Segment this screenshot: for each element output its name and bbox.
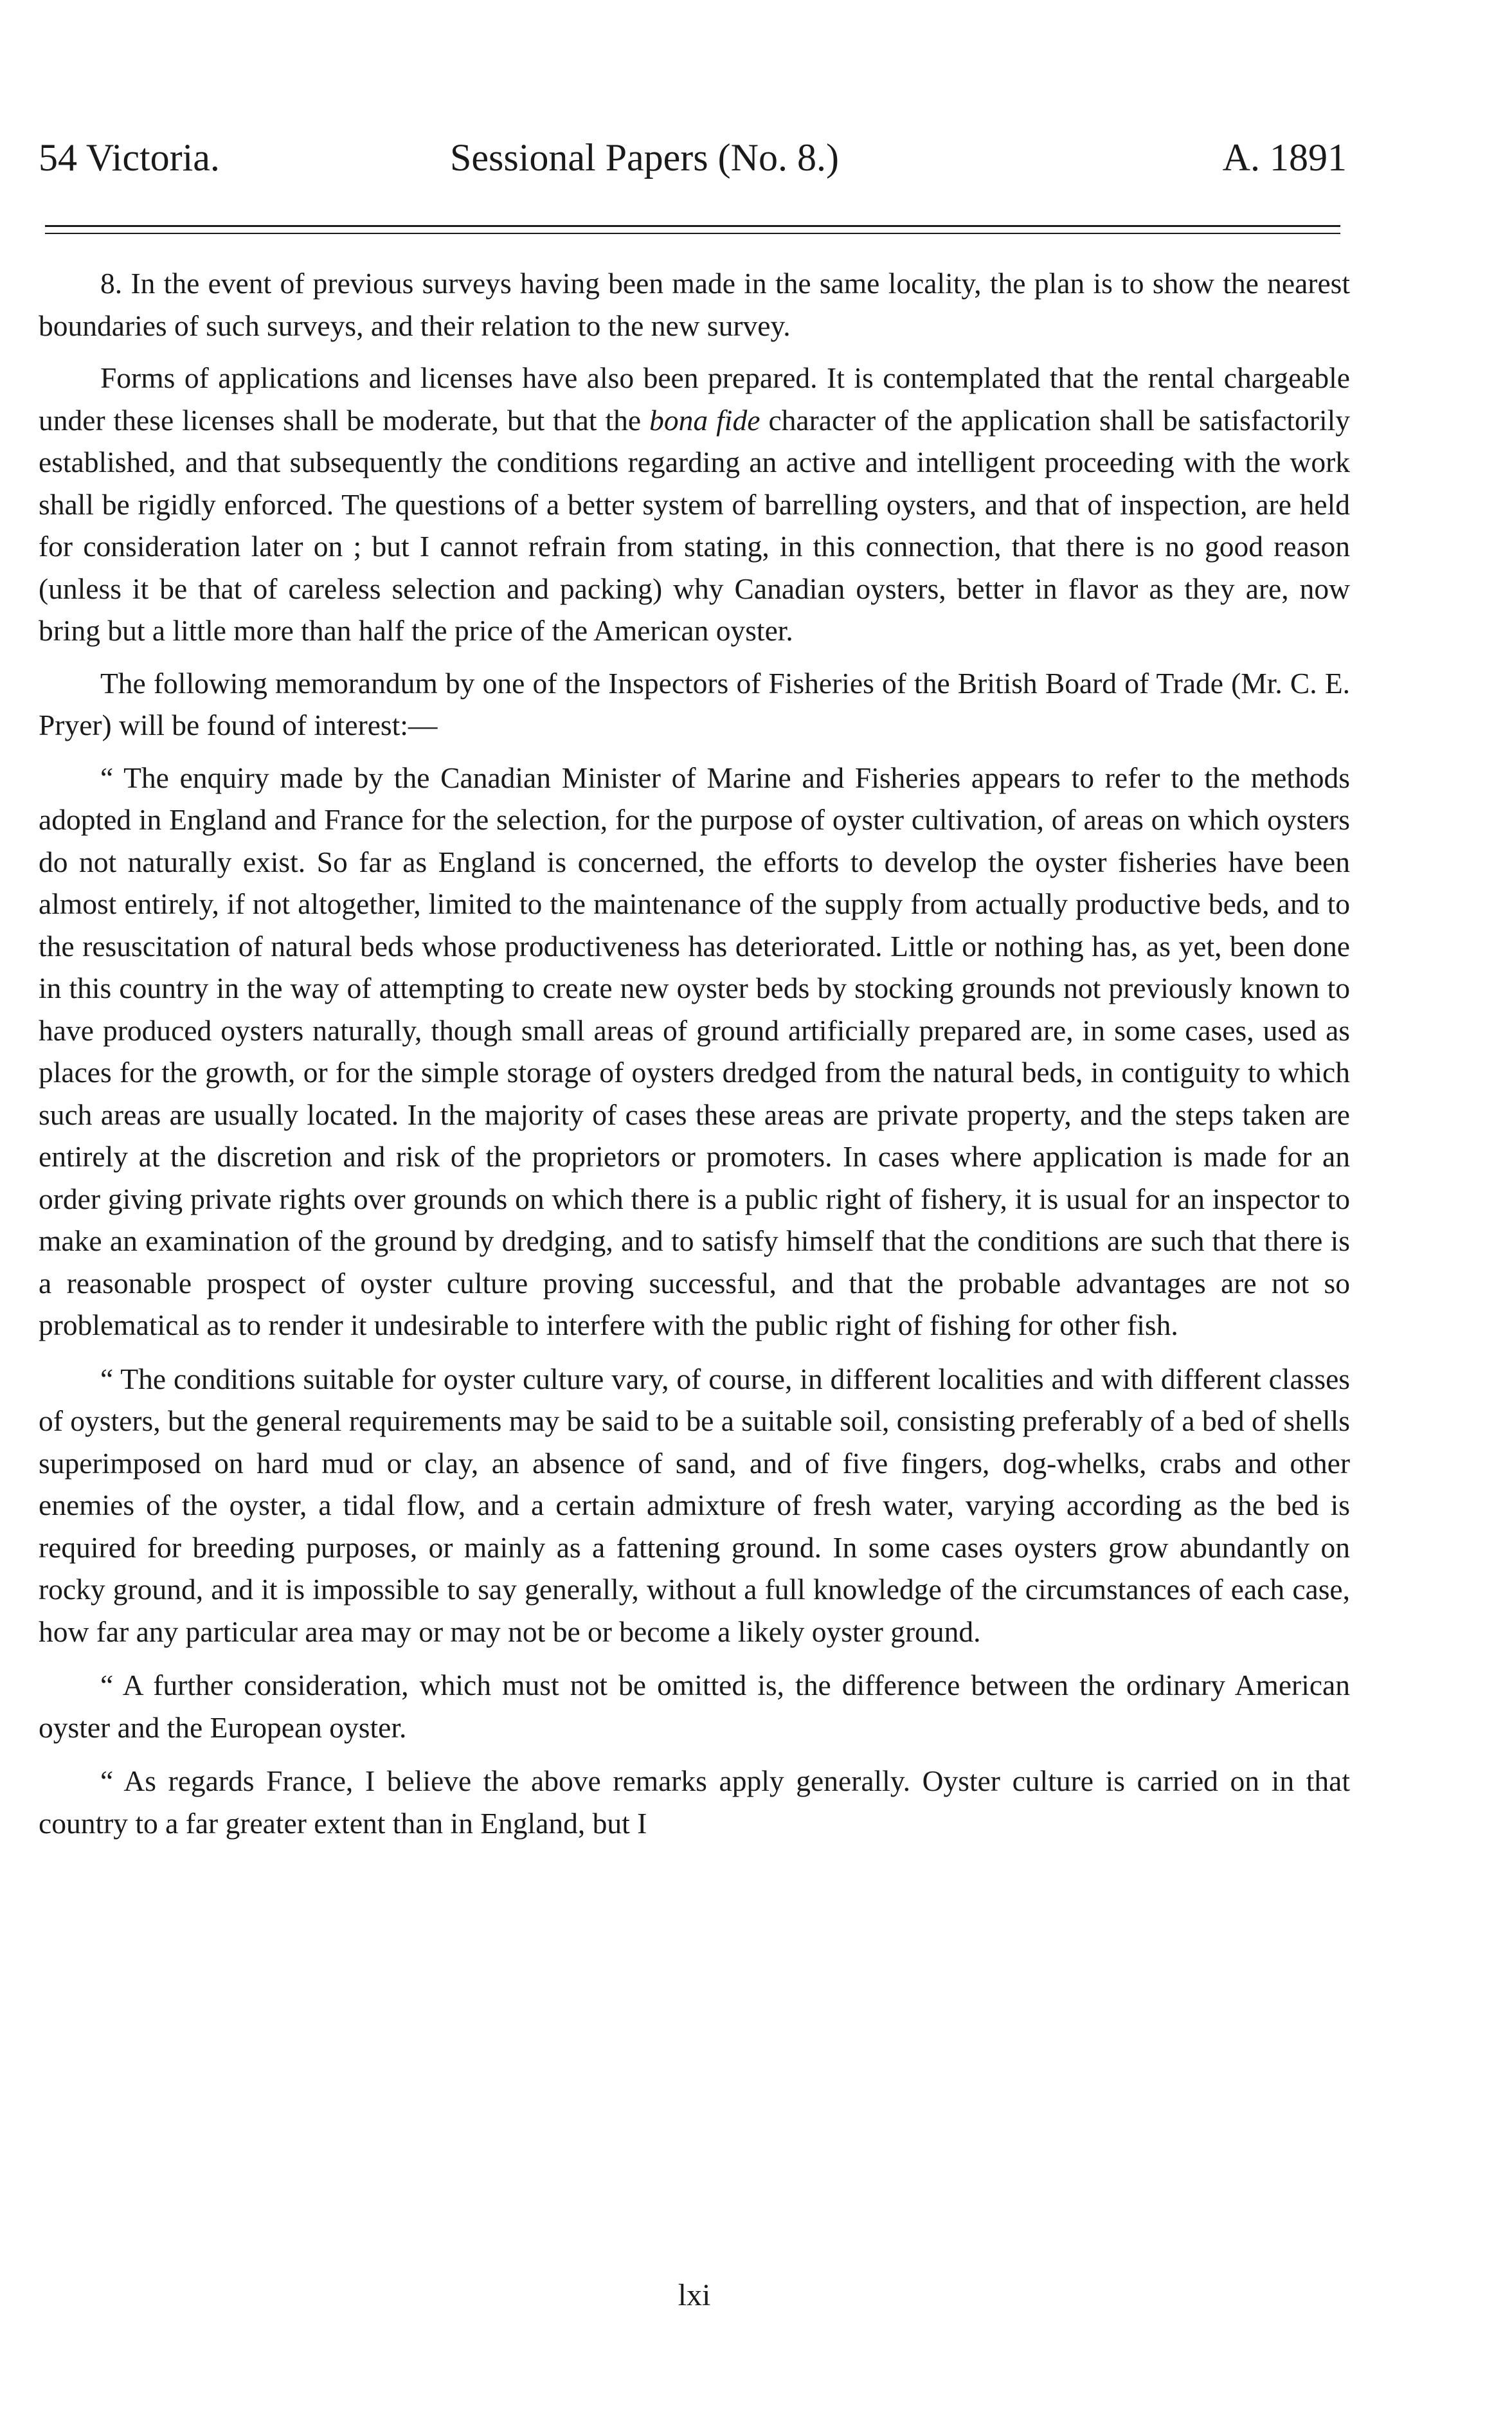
paragraph-forms-licenses [39,357,1350,652]
header-session: 54 Victoria. [39,136,220,179]
running-header [39,132,1347,183]
paragraph-memo-france: “ As regards France, I believe the above remarks apply generally. Oyster culture is carried on in that country to a far greater extent than in England, but I [39,1764,1350,1840]
italic-phrase: bona fide [649,403,760,437]
header-rule-thick [45,225,1340,227]
paragraph-memo-consideration: “ A further consideration, which must not be omitted is, the difference between the ordinary American oyster and the European oyster. [39,1669,1350,1744]
header-year: A. 1891 [1222,136,1347,179]
body-text [39,262,1350,1856]
paragraph-text: Forms of applications and licenses have also been prepared. It is contemplated that the rental chargeable under these licenses shall be moderate, but that the [39,361,1350,437]
paragraph-survey-plan: 8. In the event of previous surveys having been made in the same locality, the plan is to show the nearest boundaries of such surveys, and their relation to the new survey. [39,267,1350,342]
paragraph-memo-enquiry: “ The enquiry made by the Canadian Minister of Marine and Fisheries appears to refer to the methods adopted in England and France for the selection, for the purpose of oyster cultivation, of areas on which oysters do not naturally exist. So far as England is concerned, the efforts to develop the oyster fisheries have been almost entirely, if not altogether, limited to the maintenance of the supply from actually productive beds, and to the resuscitation of natural beds whose productiveness has deteriorated. Little or nothing has, as yet, been done in this country in the way of attempting to create new oyster beds by stocking grounds not previously known to have produced oysters naturally, though small areas of ground artificially prepared are, in some cases, used as places for the growth, or for the simple storage of oysters dredged from the natural beds, in contiguity to which such areas are usually located. In the majority of cases these areas are private property, and the steps taken are entirely at the discretion and risk of the proprietors or promoters. In cases where application is made for an order giving private rights over grounds on which there is a public right of fishery, it is usual for an inspector to make an examination of the ground by dredging, and to satisfy himself that the conditions are such that there is a reasonable prospect of oyster culture proving successful, and that the probable advantages are not so problematical as to render it undesirable to interfere with the public right of fishing for other fish. [39,761,1350,1341]
paragraph-memorandum-intro: The following memorandum by one of the Inspectors of Fisheries of the British Board of Trade (Mr. C. E. Pryer) will be found of interest:— [39,666,1350,741]
page-number: lxi [678,2278,711,2312]
header-title: Sessional Papers (No. 8.) [450,136,839,179]
header-rule-thin [45,233,1340,234]
paragraph-memo-conditions: “ The conditions suitable for oyster culture vary, of course, in different localities and with different classes of oysters, but the general requirements may be said to be a suitable soil, consisting preferably of a bed of shells superimposed on hard mud or clay, an absence of sand, and of five fingers, dog-whelks, crabs and other enemies of the oyster, a tidal flow, and a certain admixture of fresh water, varying according as the bed is required for breeding purposes, or mainly as a fattening ground. In some cases oysters grow abundantly on rocky ground, and it is impossible to say generally, without a full knowledge of the circumstances of each case, how far any particular area may or may not be or become a likely oyster ground. [39,1362,1350,1648]
paragraph-text: character of the application shall be satisfactorily established, and that subsequently the conditions regarding an active and intelligent proceeding with the work shall be rigidly enforced. The questions of a better system of barrelling oysters, and that of inspection, are held for consideration later on ; but I cannot refrain from stating, in this connection, that there is no good reason (unless it be that of careless selection and packing) why Canadian oysters, better in flavor as they are, now bring but a little more than half the price of the American oyster. [39,403,1350,647]
